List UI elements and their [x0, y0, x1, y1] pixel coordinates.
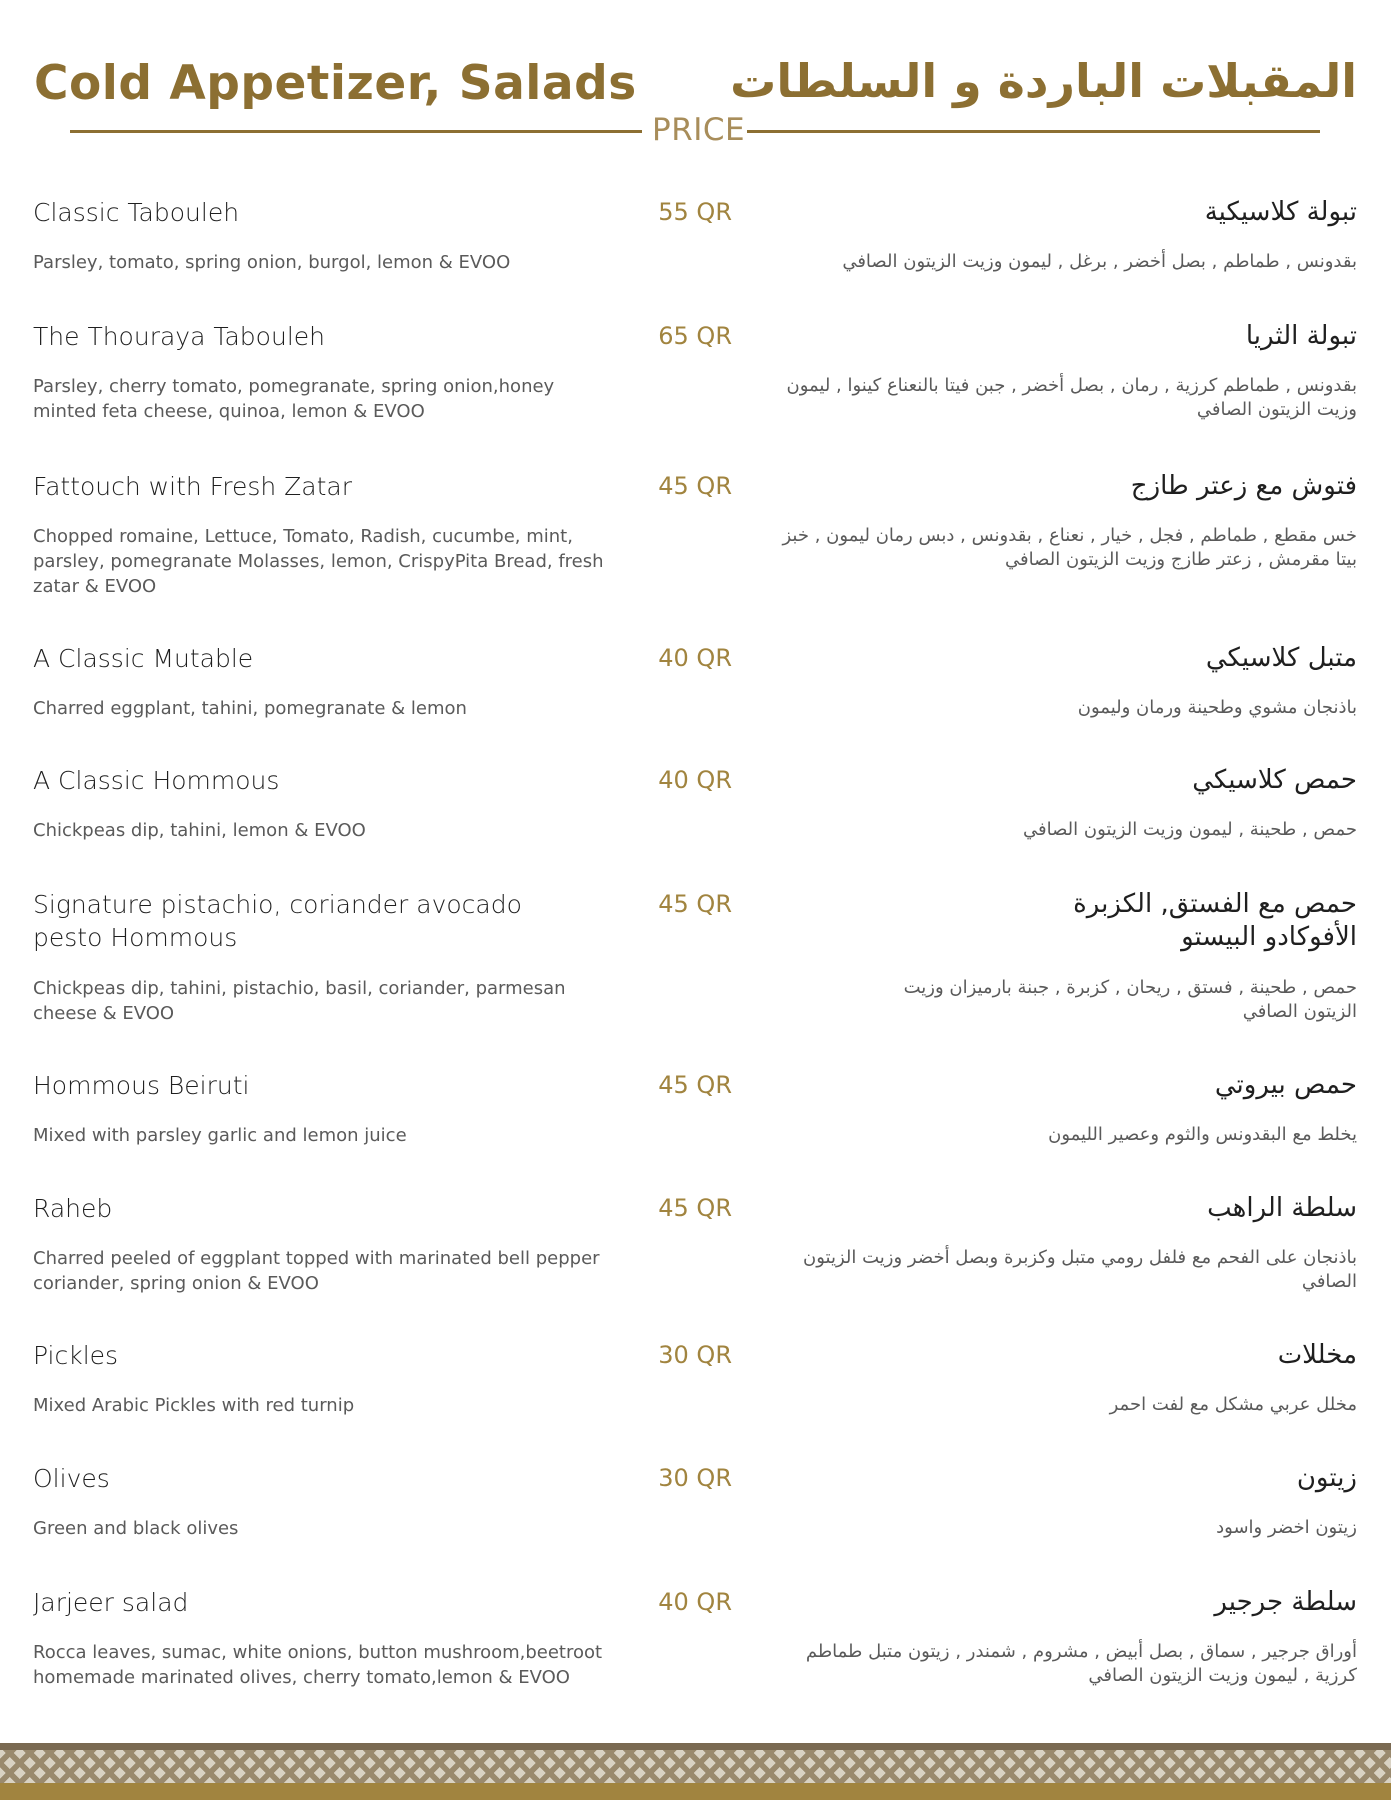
price-column-label: PRICE: [652, 112, 746, 148]
item-price: 45 QR: [658, 1194, 732, 1222]
item-description-ar: زيتون اخضر واسود: [1216, 1517, 1357, 1538]
item-name-ar: حمص كلاسيكي: [1192, 765, 1357, 795]
header-divider-left: [70, 130, 642, 133]
item-name-en: Classic Tabouleh: [33, 198, 240, 227]
item-description-ar: بقدونس , طماطم كرزية , رمان , بصل أخضر , جبن فيتا بالنعناع كينوا , ليمون وزيت الزيتون الصافي: [786, 375, 1357, 420]
item-price: 30 QR: [658, 1464, 732, 1492]
item-description-ar: بقدونس , طماطم , بصل أخضر , برغل , ليمون وزيت الزيتون الصافي: [842, 251, 1357, 272]
item-name-ar: مخللات: [1277, 1340, 1357, 1370]
footer-bar: [0, 1783, 1391, 1800]
item-price: 40 QR: [658, 1588, 732, 1616]
item-name-en: A Classic Mutable: [33, 644, 254, 673]
item-description-en: Mixed with parsley garlic and lemon juice: [33, 1125, 407, 1146]
item-description-en: Mixed Arabic Pickles with red turnip: [33, 1395, 355, 1416]
item-description-en: Charred eggplant, tahini, pomegranate & lemon: [33, 698, 467, 719]
item-name-ar: حمص مع الفستق, الكزبرة الأفوكادو البيستو: [1073, 889, 1357, 952]
item-price: 30 QR: [658, 1341, 732, 1369]
item-name-ar: سلطة الراهب: [1207, 1193, 1357, 1223]
item-description-ar: باذنجان على الفحم مع فلفل رومي متبل وكزبرة وبصل أخضر وزيت الزيتون الصافي: [803, 1247, 1357, 1292]
item-price: 40 QR: [658, 644, 732, 672]
item-description-en: Chopped romaine, Lettuce, Tomato, Radish, cucumbe, mint, parsley, pomegranate Molasses, lemon, CrispyPita Bread, fresh zatar & EVOO: [33, 526, 604, 597]
item-name-ar: حمص بيروتي: [1214, 1070, 1357, 1100]
item-name-en: Fattouch with Fresh Zatar: [33, 472, 353, 501]
item-name-ar: تبولة الثريا: [1245, 321, 1357, 351]
item-name-en: Jarjeer salad: [33, 1588, 189, 1617]
item-description-en: Rocca leaves, sumac, white onions, button mushroom,beetroot homemade marinated olives, cherry tomato,lemon & EVOO: [33, 1642, 603, 1688]
item-description-ar: مخلل عربي مشكل مع لفت احمر: [1109, 1394, 1357, 1415]
item-price: 40 QR: [658, 766, 732, 794]
item-description-ar: خس مقطع , طماطم , فجل , خيار , نعناع , بقدونس , دبس رمان ليمون , خبز بيتا مقرمش , زعتر طازج وزيت الزيتون الصافي: [782, 525, 1357, 570]
header-divider-right: [747, 130, 1320, 133]
item-name-ar: تبولة كلاسيكية: [1204, 197, 1357, 227]
item-name-en: Olives: [33, 1464, 110, 1493]
item-description-en: Parsley, tomato, spring onion, burgol, lemon & EVOO: [33, 252, 511, 273]
item-description-ar: باذنجان مشوي وطحينة ورمان وليمون: [1077, 697, 1357, 718]
item-description-en: Green and black olives: [33, 1518, 239, 1539]
item-description-ar: حمص , طحينة , فستق , ريحان , كزبرة , جبنة بارميزان وزيت الزيتون الصافي: [903, 977, 1357, 1022]
item-description-en: Charred peeled of eggplant topped with marinated bell pepper coriander, spring onion & EVOO: [33, 1248, 600, 1294]
page-title-en: Cold Appetizer, Salads: [34, 56, 637, 111]
item-name-en: Raheb: [33, 1194, 113, 1223]
page-title-ar: المقبلات الباردة و السلطات: [730, 54, 1357, 108]
item-name-en: Signature pistachio, coriander avocado pesto Hommous: [33, 890, 522, 952]
item-price: 45 QR: [658, 472, 732, 500]
item-description-en: Parsley, cherry tomato, pomegranate, spring onion,honey minted feta cheese, quinoa, lemon & EVOO: [33, 376, 555, 422]
item-name-en: Pickles: [33, 1341, 119, 1370]
item-price: 65 QR: [658, 322, 732, 350]
item-name-ar: متبل كلاسيكي: [1205, 643, 1357, 673]
item-price: 55 QR: [658, 198, 732, 226]
item-description-en: Chickpeas dip, tahini, pistachio, basil, coriander, parmesan cheese & EVOO: [33, 978, 566, 1024]
item-price: 45 QR: [658, 890, 732, 918]
item-name-en: Hommous Beiruti: [33, 1071, 250, 1100]
item-price: 45 QR: [658, 1071, 732, 1099]
item-description-ar: حمص , طحينة , ليمون وزيت الزيتون الصافي: [1022, 819, 1357, 840]
item-name-ar: فتوش مع زعتر طازج: [1130, 471, 1357, 501]
item-name-ar: سلطة جرجير: [1214, 1587, 1357, 1617]
item-name-en: The Thouraya Tabouleh: [33, 322, 325, 351]
item-name-en: A Classic Hommous: [33, 766, 280, 795]
footer-pattern-border: [0, 1743, 1391, 1783]
item-description-ar: أوراق جرجير , سماق , بصل أبيض , مشروم , شمندر , زيتون متبل طماطم كرزية , ليمون وزيت الزيتون الصافي: [805, 1641, 1357, 1686]
item-name-ar: زيتون: [1296, 1463, 1357, 1493]
item-description-en: Chickpeas dip, tahini, lemon & EVOO: [33, 820, 366, 841]
item-description-ar: يخلط مع البقدونس والثوم وعصير الليمون: [1048, 1124, 1357, 1145]
